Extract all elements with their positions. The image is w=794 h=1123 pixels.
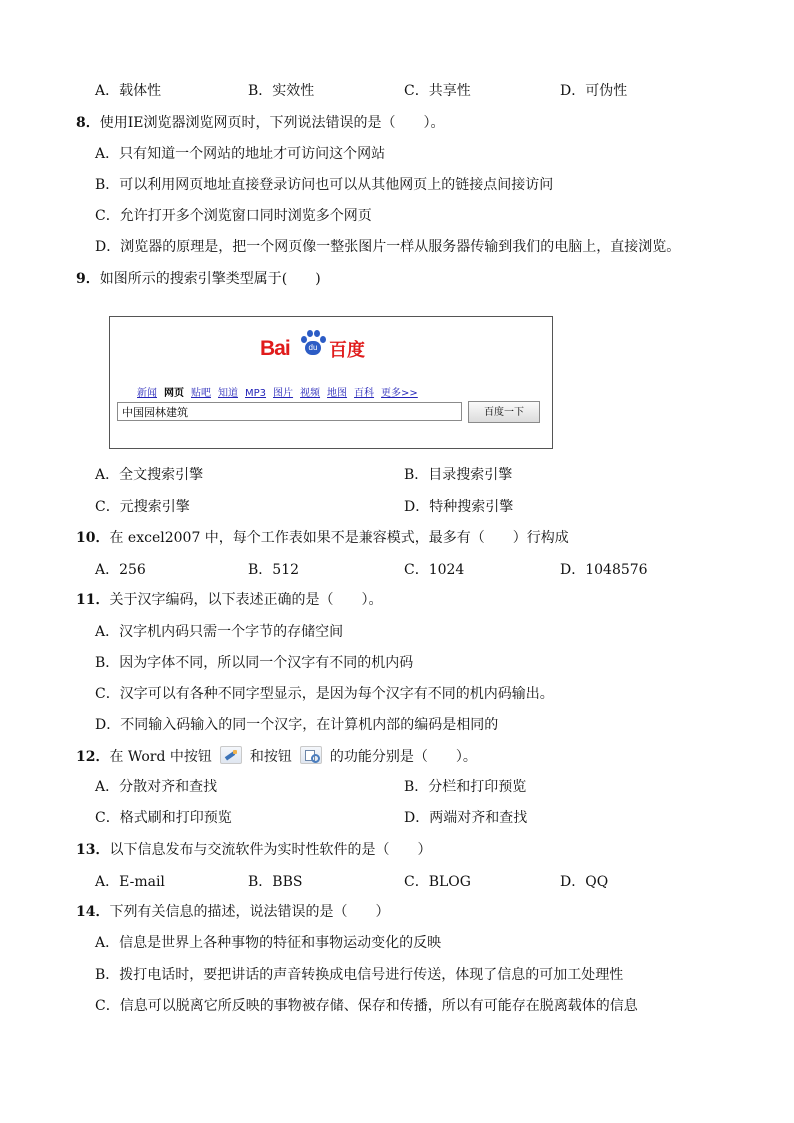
q12-option-c: C．格式刷和打印预览 xyxy=(95,810,232,826)
baidu-nav-more[interactable]: 更多>> xyxy=(381,388,418,399)
q10-option-d: D．1048576 xyxy=(560,562,648,578)
baidu-nav-mp3[interactable]: MP3 xyxy=(245,388,267,399)
baidu-logo-chinese: 百度 xyxy=(329,340,365,361)
q9-number: 9． xyxy=(76,271,100,287)
q13-option-a: A．E-mail xyxy=(95,874,165,890)
q8-option-a: A．只有知道一个网站的地址才可访问这个网站 xyxy=(95,146,386,162)
q7-option-b: B．实效性 xyxy=(248,83,315,99)
baidu-nav-map[interactable]: 地图 xyxy=(327,388,348,399)
baidu-nav-web[interactable]: 网页 xyxy=(164,388,184,399)
q12-number: 12． xyxy=(76,749,110,765)
q14-option-c: C．信息可以脱离它所反映的事物被存储、保存和传播，所以有可能存在脱离载体的信息 xyxy=(95,998,638,1014)
baidu-nav xyxy=(137,384,425,399)
baidu-logo-pad: du xyxy=(305,341,321,355)
q9-option-c: C．元搜索引擎 xyxy=(95,499,190,515)
q9-option-a: A．全文搜索引擎 xyxy=(95,467,204,483)
q13-number: 13． xyxy=(76,842,110,858)
q11-option-a: A．汉字机内码只需一个字节的存储空间 xyxy=(95,624,344,640)
q12-option-a: A．分散对齐和查找 xyxy=(95,779,218,795)
q14-option-b: B．拨打电话时，要把讲话的声音转换成电信号进行传送，体现了信息的可加工处理性 xyxy=(95,967,624,983)
q10-option-b: B．512 xyxy=(248,562,300,578)
q14-text: 下列有关信息的描述，说法错误的是（ ） xyxy=(109,904,390,920)
q9-option-d: D．特种搜索引擎 xyxy=(404,499,514,515)
q12-text-3: 的功能分别是（ ）。 xyxy=(329,749,477,765)
baidu-nav-images[interactable]: 图片 xyxy=(273,388,294,399)
q9-option-b: B．目录搜索引擎 xyxy=(404,467,513,483)
q10-option-a: A．256 xyxy=(95,562,146,578)
q12-text-2: 和按钮 xyxy=(249,749,292,765)
q10-option-c: C．1024 xyxy=(404,562,465,578)
baidu-logo xyxy=(260,330,365,362)
q7-option-a: A．载体性 xyxy=(95,83,162,99)
q11-text: 关于汉字编码，以下表述正确的是（ ）。 xyxy=(109,592,383,608)
q9-text: 如图所示的搜索引擎类型属于( ) xyxy=(99,271,321,287)
baidu-search-figure xyxy=(109,316,553,449)
q14-number: 14． xyxy=(76,904,110,920)
baidu-nav-video[interactable]: 视频 xyxy=(300,388,321,399)
q8-option-c: C．允许打开多个浏览窗口同时浏览多个网页 xyxy=(95,208,372,224)
q14-stem xyxy=(76,902,389,922)
print-preview-icon xyxy=(300,746,322,764)
q7-option-c: C．共享性 xyxy=(404,83,471,99)
q8-option-d: D．浏览器的原理是，把一个网页像一整张图片一样从服务器传输到我们的电脑上，直接浏览。 xyxy=(95,239,681,255)
q14-option-a: A．信息是世界上各种事物的特征和事物运动变化的反映 xyxy=(95,935,442,951)
q12-stem xyxy=(76,746,477,767)
q11-option-d: D．不同输入码输入的同一个汉字，在计算机内部的编码是相同的 xyxy=(95,717,499,733)
baidu-nav-tieba[interactable]: 贴吧 xyxy=(191,388,211,399)
q11-number: 11． xyxy=(76,592,110,608)
q13-option-b: B．BBS xyxy=(248,874,303,890)
q10-text: 在 excel2007 中，每个工作表如果不是兼容模式，最多有（ ）行构成 xyxy=(109,530,569,546)
q8-option-b: B．可以利用网页地址直接登录访问也可以从其他网页上的链接点间接访问 xyxy=(95,177,554,193)
paw-icon xyxy=(300,330,326,358)
q13-option-d: D．QQ xyxy=(560,874,609,890)
q13-text: 以下信息发布与交流软件为实时性软件的是（ ） xyxy=(109,842,432,858)
q11-option-c: C．汉字可以有各种不同字型显示，是因为每个汉字有不同的机内码输出。 xyxy=(95,686,554,702)
q12-text-1: 在 Word 中按钮 xyxy=(109,749,212,765)
q8-number: 8． xyxy=(76,115,100,131)
baidu-logo-text: Bai xyxy=(260,337,290,360)
baidu-nav-zhidao[interactable]: 知道 xyxy=(218,388,238,399)
baidu-search-button[interactable]: 百度一下 xyxy=(468,401,540,423)
q10-stem xyxy=(76,528,569,548)
q12-option-d: D．两端对齐和查找 xyxy=(404,810,528,826)
q12-option-b: B．分栏和打印预览 xyxy=(404,779,527,795)
q10-number: 10． xyxy=(76,530,110,546)
baidu-search-input[interactable]: 中国园林建筑 xyxy=(117,402,462,421)
q8-stem xyxy=(76,113,445,133)
q11-option-b: B．因为字体不同，所以同一个汉字有不同的机内码 xyxy=(95,655,414,671)
baidu-nav-baike[interactable]: 百科 xyxy=(354,388,375,399)
baidu-nav-news[interactable]: 新闻 xyxy=(137,388,157,399)
q8-text: 使用IE浏览器浏览网页时，下列说法错误的是（ ）。 xyxy=(99,115,445,131)
q7-option-d: D．可伪性 xyxy=(560,83,628,99)
q11-stem xyxy=(76,590,382,610)
q13-option-c: C．BLOG xyxy=(404,874,471,890)
q9-stem xyxy=(76,269,321,289)
format-painter-icon xyxy=(220,746,242,764)
q13-stem xyxy=(76,840,431,860)
